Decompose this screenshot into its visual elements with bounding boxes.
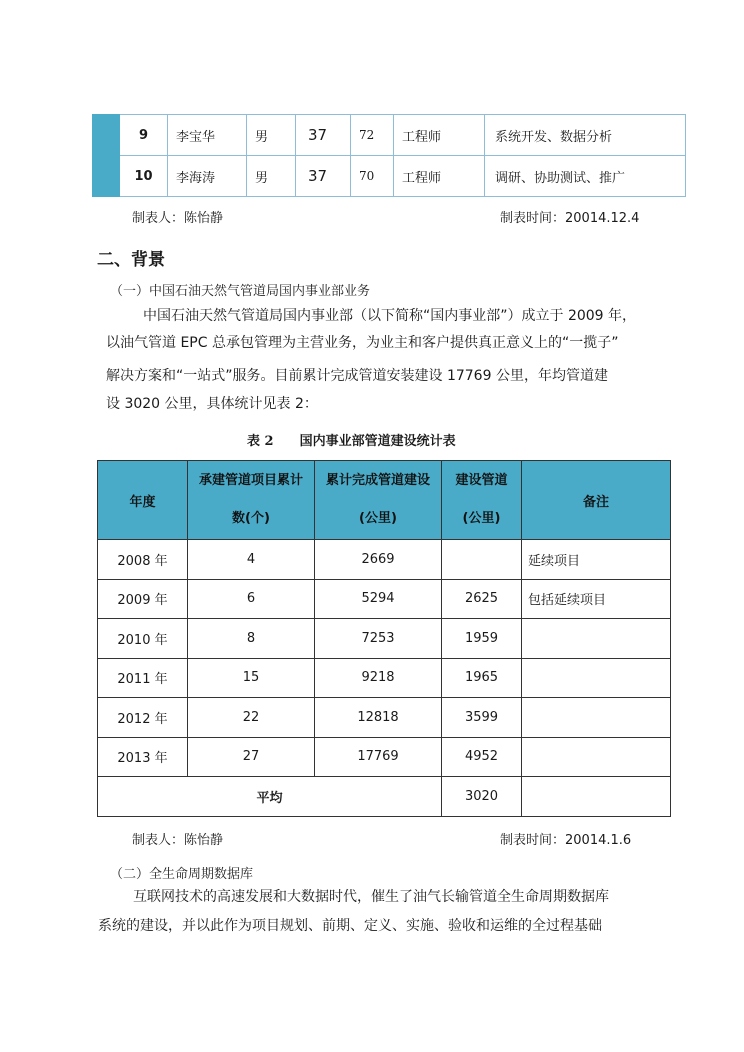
cell-annual	[442, 540, 522, 580]
staff-sex: 男	[247, 156, 296, 197]
subsection-heading-1: （一）中国石油天然气管道局国内事业部业务	[110, 284, 371, 299]
cell-remark	[522, 737, 671, 777]
staff-table-maker: 制表人：陈怡静	[132, 211, 224, 226]
cell-annual: 1959	[442, 619, 522, 659]
stats-table-maker: 制表人：陈怡静	[132, 833, 224, 848]
cell-cumulative: 5294	[315, 579, 442, 619]
paragraph-line: 中国石油天然气管道局国内事业部（以下简称“国内事业部”）成立于 2009 年，	[143, 308, 637, 324]
cell-year: 2011 年	[98, 658, 188, 698]
paragraph-line: 以油气管道 EPC 总承包管理为主营业务，为业主和客户提供真正意义上的“一揽子”	[106, 335, 619, 351]
stats-table	[97, 460, 671, 817]
cell-projects: 4	[188, 540, 315, 580]
header-projects: 承建管道项目累计 数(个)	[188, 461, 315, 540]
table-row	[93, 115, 686, 156]
cell-cumulative: 9218	[315, 658, 442, 698]
staff-work: 调研、协助测试、推广	[485, 156, 686, 197]
paragraph-line: 解决方案和“一站式”服务。目前累计完成管道安装建设 17769 公里，年均管道建	[106, 368, 608, 384]
table-row	[98, 658, 671, 698]
cell-projects: 27	[188, 737, 315, 777]
cell-year: 2010 年	[98, 619, 188, 659]
staff-table-time: 制表时间：20014.12.4	[500, 211, 640, 226]
staff-name: 李宝华	[168, 115, 247, 156]
paragraph-line: 系统的建设，并以此作为项目规划、前期、定义、实施、验收和运维的全过程基础	[98, 918, 602, 934]
staff-score: 70	[351, 156, 394, 197]
cell-annual: 4952	[442, 737, 522, 777]
staff-age: 37	[296, 156, 351, 197]
header-annual: 建设管道 (公里)	[442, 461, 522, 540]
cell-year: 2008 年	[98, 540, 188, 580]
stats-table-time: 制表时间：20014.1.6	[500, 833, 632, 848]
staff-table	[92, 114, 686, 197]
average-label: 平均	[98, 777, 442, 817]
cell-remark: 包括延续项目	[522, 579, 671, 619]
cell-annual: 1965	[442, 658, 522, 698]
table-row	[98, 540, 671, 580]
paragraph-line: 互联网技术的高速发展和大数据时代，催生了油气长输管道全生命周期数据库	[133, 889, 609, 905]
staff-sex: 男	[247, 115, 296, 156]
cell-cumulative: 17769	[315, 737, 442, 777]
cell-remark	[522, 698, 671, 738]
cell-cumulative: 2669	[315, 540, 442, 580]
cell-remark: 延续项目	[522, 540, 671, 580]
table-caption: 表 2 国内事业部管道建设统计表	[247, 434, 456, 449]
header-year: 年度	[98, 461, 188, 540]
cell-projects: 15	[188, 658, 315, 698]
table-row	[98, 619, 671, 659]
table-side-band	[93, 115, 120, 197]
staff-age: 37	[296, 115, 351, 156]
cell-annual: 3599	[442, 698, 522, 738]
table-row	[93, 156, 686, 197]
staff-no: 9	[120, 115, 168, 156]
cell-projects: 22	[188, 698, 315, 738]
table-row	[98, 737, 671, 777]
cell-projects: 6	[188, 579, 315, 619]
cell-cumulative: 12818	[315, 698, 442, 738]
cell-year: 2009 年	[98, 579, 188, 619]
subsection-heading-2: （二）全生命周期数据库	[110, 867, 254, 882]
paragraph-line: 设 3020 公里，具体统计见表 2：	[106, 396, 318, 412]
cell-year: 2013 年	[98, 737, 188, 777]
cell-cumulative: 7253	[315, 619, 442, 659]
cell-year: 2012 年	[98, 698, 188, 738]
average-value: 3020	[442, 777, 522, 817]
table-header-row	[98, 461, 671, 540]
cell-projects: 8	[188, 619, 315, 659]
staff-name: 李海涛	[168, 156, 247, 197]
cell-remark	[522, 619, 671, 659]
staff-work: 系统开发、数据分析	[485, 115, 686, 156]
table-row	[98, 698, 671, 738]
header-cumulative: 累计完成管道建设 (公里)	[315, 461, 442, 540]
table-row	[98, 579, 671, 619]
header-remark: 备注	[522, 461, 671, 540]
staff-score: 72	[351, 115, 394, 156]
staff-title: 工程师	[394, 156, 485, 197]
table-average-row	[98, 777, 671, 817]
staff-no: 10	[120, 156, 168, 197]
cell-annual: 2625	[442, 579, 522, 619]
cell-remark	[522, 658, 671, 698]
staff-title: 工程师	[394, 115, 485, 156]
cell-remark	[522, 777, 671, 817]
section-heading: 二、背景	[97, 250, 165, 270]
